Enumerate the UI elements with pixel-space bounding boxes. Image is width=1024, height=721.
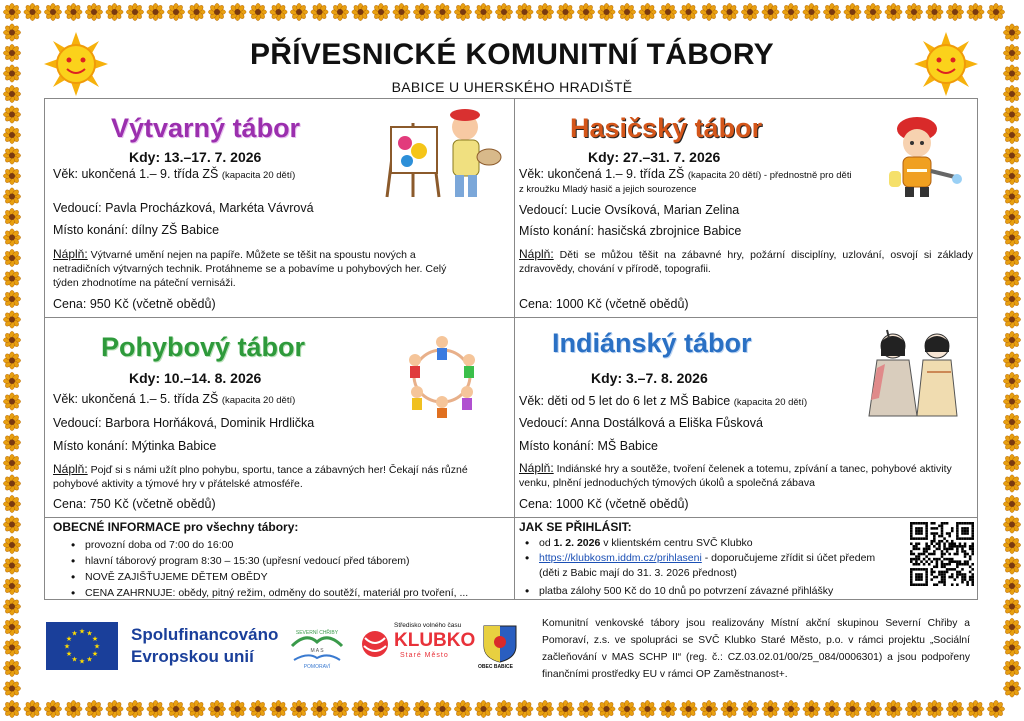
- general-info-title: OBECNÉ INFORMACE pro všechny tábory:: [53, 520, 299, 534]
- camp-title: Indiánský tábor: [552, 328, 752, 358]
- camp-title: Pohybový tábor: [101, 332, 306, 362]
- camp-dates: Kdy: 3.–7. 8. 2026: [591, 370, 708, 386]
- svg-text:★: ★: [63, 642, 71, 651]
- camp-title: Hasičský tábor: [570, 113, 763, 143]
- signup-item: • od 1. 2. 2026 v klientském centru SVČ Klubko: [539, 537, 753, 549]
- svg-text:★: ★: [86, 655, 93, 664]
- kids-dancing-illustration: [403, 330, 481, 418]
- page-subtitle: BABICE U UHERSKÉHO HRADIŠTĚ: [391, 79, 633, 95]
- camp-leaders: Vedoucí: Pavla Procházková, Markéta Vávrová: [53, 201, 314, 215]
- svg-text:★: ★: [65, 650, 73, 658]
- qr-code[interactable]: [910, 522, 974, 586]
- page-title: PŘÍVESNICKÉ KOMUNITNÍ TÁBORY: [250, 38, 774, 71]
- camp-card-indiansky: [515, 318, 979, 517]
- svg-text:M A S: M A S: [310, 648, 324, 654]
- firefighter-illustration: [885, 113, 965, 199]
- general-info-item: • hlavní táborový program 8:30 – 15:30 (upřesní vedoucí před táborem): [85, 555, 410, 567]
- camp-age: Věk: ukončená 1.– 5. třída ZŠ (kapacita 20 dětí): [53, 392, 296, 406]
- svg-text:★: ★: [71, 655, 78, 664]
- obec-babice-logo: OBEC BABICE: [478, 624, 522, 674]
- camp-title: Výtvarný tábor: [111, 113, 301, 143]
- svg-text:★: ★: [91, 650, 99, 658]
- signup-note: (děti z Babic mají do 31. 3. 2026 přednost): [539, 567, 737, 579]
- camp-price: Cena: 750 Kč (včetně obědů): [53, 497, 216, 511]
- svg-text:★: ★: [71, 629, 78, 638]
- camp-place: Místo konání: hasičská zbrojnice Babice: [519, 224, 742, 238]
- signup-item: • platba zálohy 500 Kč do 10 dnů po potvrzení závazné přihlášky: [539, 585, 833, 597]
- camp-price: Cena: 1000 Kč (včetně obědů): [519, 497, 689, 511]
- general-info-item: • CENA ZAHRNUJE: obědy, pitný režim, odměny do soutěží, materiál pro tvoření, ...: [85, 587, 468, 599]
- signup-link-line: • https://klubkosm.iddm.cz/prihlaseni - doporučujeme zřídit si účet předem: [539, 552, 875, 564]
- camp-place: Místo konání: MŠ Babice: [519, 439, 658, 453]
- camp-description: Náplň: Děti se můžou těšit na zábavné hry, požární disciplíny, uzlování, osvojí si základy zdravovědy, chování v přírodě, topografii.: [519, 247, 973, 275]
- camp-age: Věk: ukončená 1.– 9. třída ZŠ (kapacita 20 dětí) - přednostně pro děti: [519, 167, 852, 181]
- svg-text:★: ★: [78, 627, 86, 636]
- klubko-logo: Středisko volného času KLUBKO Staré Město: [360, 620, 472, 670]
- general-info-item: • provozní doba od 7:00 do 16:00: [85, 539, 233, 551]
- camp-age-note: z kroužku Mladý hasič a jejich sourozence: [519, 184, 697, 195]
- camp-leaders: Vedoucí: Lucie Ovsíková, Marian Zelina: [519, 203, 740, 217]
- footer-funding-text: Komunitní venkovské tábory jsou realizovány Místní akční skupinou Severní Chřiby a Pomoraví, z.s. ve spolupráci se SVČ Klubko Staré Město, p.o. v rámci projektu „Sociální začleňování v MAS SCHP II“ (reg. č.: CZ.03.02.01/00/25_084/0006301) a jsou podpořeny finančními prostředky EU v rámci OP Zaměstnanost+.: [542, 618, 970, 680]
- eu-cofunded-text: Spolufinancováno Evropskou unií: [131, 625, 279, 666]
- camp-age: Věk: děti od 5 let do 6 let z MŠ Babice (kapacita 20 dětí): [519, 394, 808, 408]
- svg-text:SEVERNÍ CHŘIBY: SEVERNÍ CHŘIBY: [295, 630, 339, 636]
- svg-text:★: ★: [91, 635, 99, 643]
- camp-dates: Kdy: 27.–31. 7. 2026: [588, 149, 721, 165]
- svg-text:★: ★: [78, 657, 86, 666]
- svg-text:★: ★: [93, 642, 101, 651]
- svg-text:★: ★: [86, 629, 93, 638]
- camp-dates: Kdy: 13.–17. 7. 2026: [129, 149, 262, 165]
- camp-place: Místo konání: dílny ZŠ Babice: [53, 223, 220, 237]
- camp-age: Věk: ukončená 1.– 9. třída ZŠ (kapacita 20 dětí): [53, 167, 296, 181]
- eu-flag-logo: [46, 622, 118, 670]
- svg-text:★: ★: [65, 635, 73, 643]
- signup-link[interactable]: https://klubkosm.iddm.cz/prihlaseni: [539, 552, 702, 564]
- general-info-section: [45, 518, 514, 601]
- camp-price: Cena: 950 Kč (včetně obědů): [53, 297, 216, 311]
- camp-dates: Kdy: 10.–14. 8. 2026: [129, 370, 262, 386]
- svg-text:POMORAVÍ: POMORAVÍ: [303, 664, 331, 670]
- mas-logo: [288, 624, 346, 670]
- painter-illustration: [385, 103, 503, 199]
- signup-title: JAK SE PŘIHLÁSIT:: [519, 520, 632, 534]
- camps-grid: [44, 98, 978, 600]
- camp-description: Náplň: Výtvarné umění nejen na papíře. Můžete se těšit na spoustu nových a netradičních výtvarných technik. Protáhneme se a pobavíme u pohybových her. Celý týden zhodnotíme na páteční vernisáži.: [53, 247, 447, 289]
- camp-leaders: Vedoucí: Barbora Horňáková, Dominik Hrdlička: [53, 416, 315, 430]
- camp-description: Náplň: Pojď si s námi užít plno pohybu, sportu, tance a zábavných her! Čekají nás různé pohybové aktivity a týmové hry v přátelské atmosféře.: [53, 462, 468, 490]
- camp-card-pohybovy: [45, 318, 514, 517]
- camp-leaders: Vedoucí: Anna Dostálková a Eliška Fůsková: [519, 416, 763, 430]
- camp-card-vytvarny: [45, 99, 514, 317]
- camp-place: Místo konání: Mýtinka Babice: [53, 439, 217, 453]
- general-info-item: • NOVĚ ZAJIŠŤUJEME DĚTEM OBĚDY: [85, 571, 268, 583]
- camp-description: Náplň: Indiánské hry a soutěže, tvoření čelenek a totemu, zpívání a tanec, pohybové aktivity venku, plnění jednoduchých týmových úkolů a společná zábava: [519, 461, 952, 489]
- camp-price: Cena: 1000 Kč (včetně obědů): [519, 297, 689, 311]
- camp-card-hasicsky: [515, 99, 979, 317]
- indian-kids-illustration: [865, 328, 965, 426]
